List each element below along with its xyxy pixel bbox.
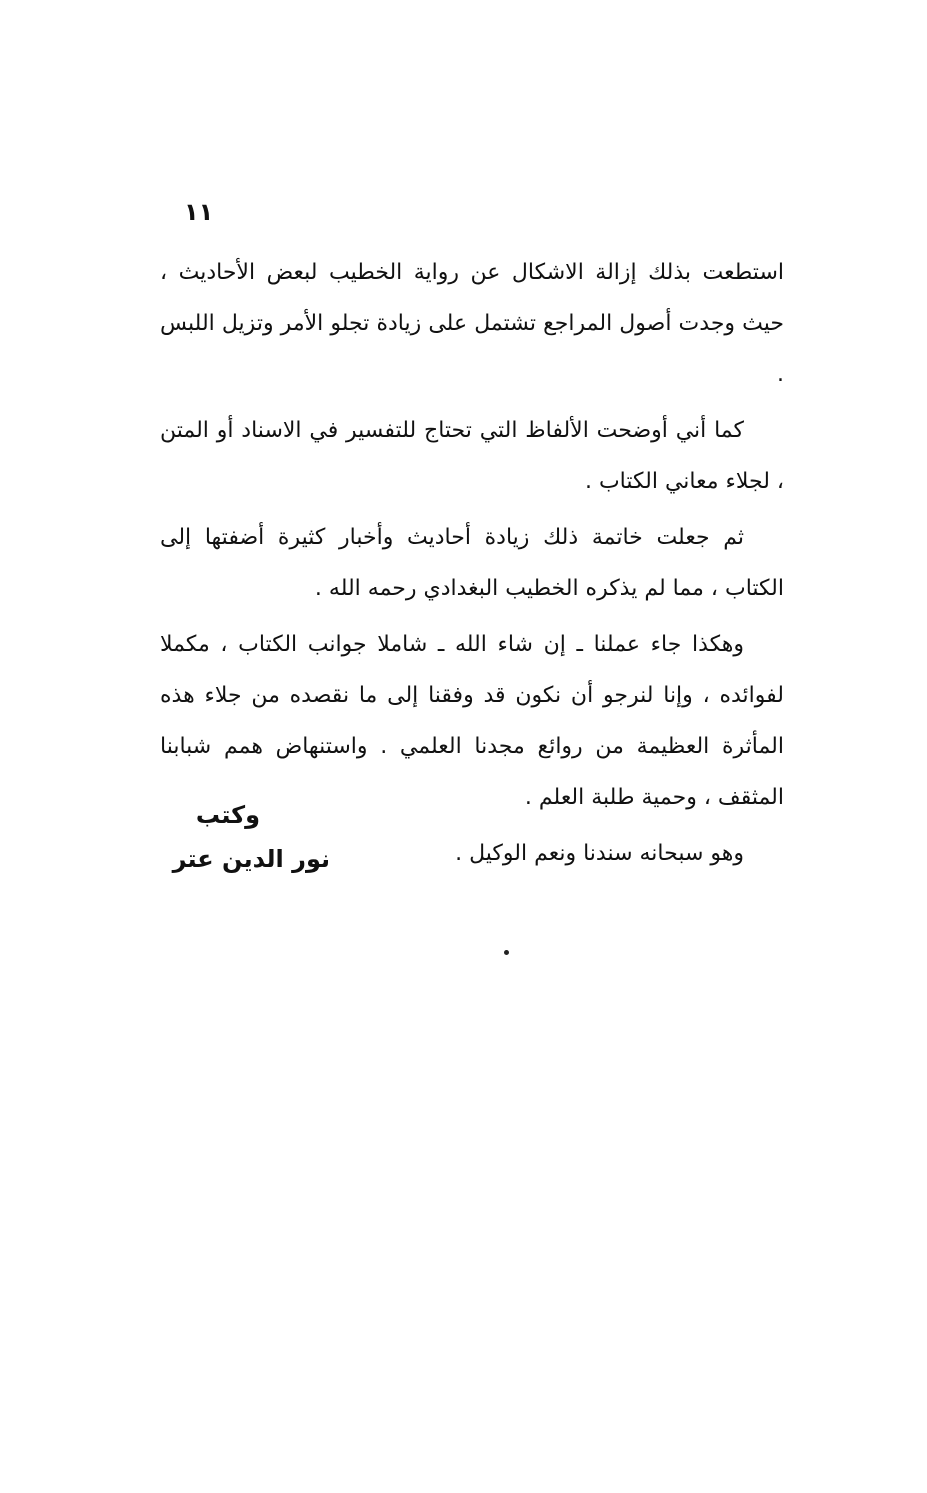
paragraph-2: كما أني أوضحت الألفاظ التي تحتاج للتفسير في الاسناد أو المتن ، لجلاء معاني الكتاب . (160, 418, 784, 494)
paragraph-4: وهكذا جاء عملنا ـ إن شاء الله ـ شاملا جوانب الكتاب ، مكملا لفوائده ، وإنا لنرجو أن نكون قد وفقنا إلى ما نقصده من جلاء هذه المأثرة العظيمة من روائع مجدنا العلمي . واستنهاض همم شبابنا المثقف ، وحمية طلبة العلم . (160, 632, 784, 810)
closing-line: وهو سبحانه سندنا ونعم الوكيل . (455, 841, 744, 866)
signature-name: نور الدين عتر (172, 845, 330, 873)
paragraph-1: استطعت بذلك إزالة الاشكال عن رواية الخطيب لبعض الأحاديث ، حيث وجدت أصول المراجع تشتمل على زيادة تجلو الأمر وتزيل اللبس . (160, 260, 784, 387)
signature-label: وكتب (195, 801, 260, 829)
signature-block (160, 795, 330, 883)
body-text (160, 247, 784, 879)
stray-mark (504, 950, 509, 955)
paragraph-3: ثم جعلت خاتمة ذلك زيادة أحاديث وأخبار كثيرة أضفتها إلى الكتاب ، مما لم يذكره الخطيب البغدادي رحمه الله . (160, 525, 784, 601)
page-number: ١١ (184, 198, 214, 226)
